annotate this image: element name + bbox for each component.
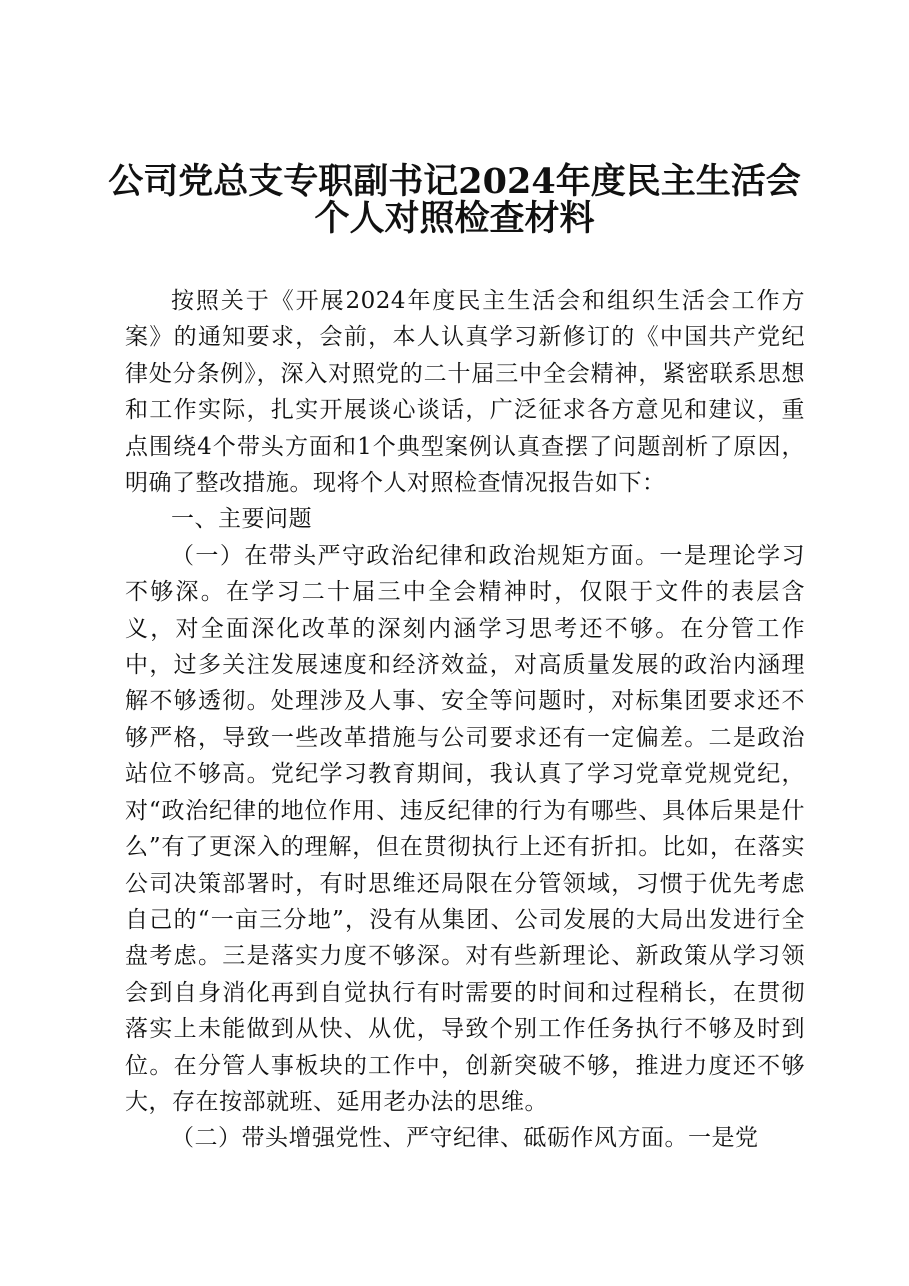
issue-1-lead: （一）在带头严守政治纪律和政治规矩方面。 bbox=[171, 542, 660, 569]
document-title-line-2: 个人对照检查材料 bbox=[314, 198, 595, 239]
section-heading-main-issues: 一、主要问题 bbox=[171, 506, 312, 533]
issue-paragraph-2 bbox=[125, 1120, 805, 1156]
document-title-line-1: 公司党总支专职副书记2024年度民主生活会 bbox=[108, 161, 801, 202]
issue-paragraph-1 bbox=[125, 538, 805, 1121]
issue-1-text: 一是理论学习不够深。在学习二十届三中全会精神时，仅限于文件的表层含义，对全面深化改革的深刻内涵学习思考还不够。在分管工作中，过多关注发展速度和经济效益，对高质量发展的政治内涵理解不够透彻。处理涉及人事、安全等问题时，对标集团要求还不够严格，导致一些改革措施与公司要求还有一定偏差。二是政治站位不够高。党纪学习教育期间，我认真了学习党章党规党纪，对“政治纪律的地位作用、违反纪律的行为有哪些、具体后果是什么”有了更深入的理解，但在贯彻执行上还有折扣。比如，在落实公司决策部署时，有时思维还局限在分管领域，习惯于优先考虑自己的“一亩三分地”，没有从集团、公司发展的大局出发进行全盘考虑。三是落实力度不够深。对有些新理论、新政策从学习领会到自身消化再到自觉执行有时需要的时间和过程稍长，在贯彻落实上未能做到从快、从优，导致个别工作任务执行不够及时到位。在分管人事板块的工作中，创新突破不够，推进力度还不够大，存在按部就班、延用老办法的思维。 bbox=[125, 542, 806, 1115]
issue-2-text: 一是党 bbox=[688, 1125, 759, 1152]
intro-paragraph: 按照关于《开展2024年度民主生活会和组织生活会工作方案》的通知要求，会前，本人认真学习新修订的《中国共产党纪律处分条例》，深入对照党的二十届三中全会精神，紧密联系思想和工作实际，扎实开展谈心谈话，广泛征求各方意见和建议，重点围绕4个带头方面和1个典型案例认真查摆了问题剖析了原因，明确了整改措施。现将个人对照检查情况报告如下： bbox=[125, 288, 805, 497]
issue-2-lead: （二）带头增强党性、严守纪律、砥砺作风方面。 bbox=[171, 1125, 688, 1152]
document-body bbox=[125, 283, 805, 1157]
